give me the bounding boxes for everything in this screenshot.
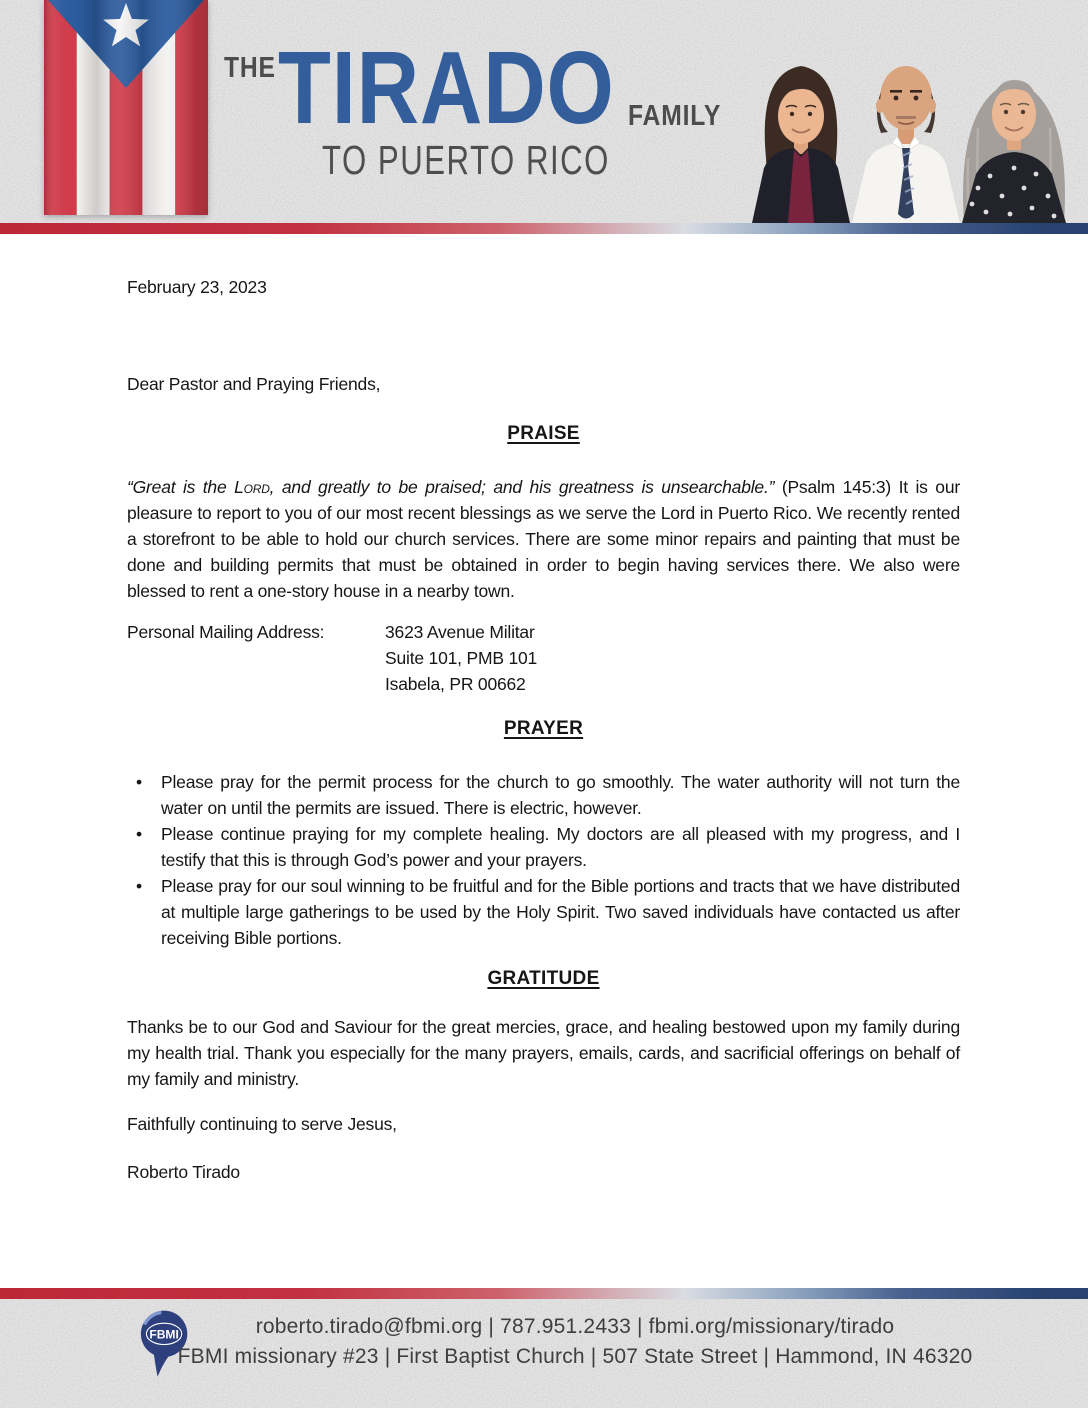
footer-contact-line-1: roberto.tirado@fbmi.org | 787.951.2433 | fbmi.org/missionary/tirado <box>255 1315 895 1338</box>
mailing-address-line: Suite 101, PMB 101 <box>385 648 538 668</box>
footer-divider-bar <box>0 1288 1088 1299</box>
salutation: Dear Pastor and Praying Friends, <box>127 374 381 394</box>
gratitude-paragraph: Thanks be to our God and Saviour for the great mercies, grace, and healing bestowed upon my family during my health trial. Thank you especially for the many prayers, emails, cards, and sacrificial offerings on behalf of my family and ministry. <box>127 1017 960 1089</box>
footer-contact <box>62 1312 1088 1372</box>
title-the: THE <box>224 52 276 84</box>
closing-line: Faithfully continuing to serve Jesus, <box>127 1114 397 1134</box>
prayer-item: • Please continue praying for my complete healing. My doctors are all pleased with my progress, and I testify that this is through God’s power and your prayers. <box>127 821 960 873</box>
mailing-address-line: 3623 Avenue Militar <box>385 622 535 642</box>
prayer-list <box>127 769 960 951</box>
letter-body <box>127 0 960 1288</box>
mailing-address-lines <box>385 619 537 697</box>
signature-name: Roberto Tirado <box>127 1162 240 1182</box>
letter-date: February 23, 2023 <box>127 277 267 297</box>
prayer-item: • Please pray for our soul winning to be fruitful and for the Bible portions and tracts that we have distributed at multiple large gatherings to be used by the Holy Spirit. Two saved individuals have contacted us after receiving Bible portions. <box>127 873 960 951</box>
scripture-lord: Lord <box>234 477 270 497</box>
prayer-item: • Please pray for the permit process for the church to go smoothly. The water authority will not turn the water on until the permits are issued. There is electric, however. <box>127 769 960 821</box>
page-footer <box>0 1299 1088 1408</box>
praise-heading: PRAISE <box>507 423 580 444</box>
title-family-word: FAMILY <box>628 100 722 132</box>
praise-paragraph: “Great is the Lord, and greatly to be praised; and his greatness is unsearchable.” (Psalm 145:3) It is our pleasure to report to you of our most recent blessings as we serve the Lord in Puerto Rico. We recently rented a storefront to be able to hold our church services. There are some minor repairs and painting that must be done and building permits that must be obtained in order to begin having services there. We also were blessed to rent a one-story house in a nearby town. <box>127 477 960 601</box>
mailing-address-line: Isabela, PR 00662 <box>385 674 526 694</box>
mailing-address <box>127 619 960 697</box>
mailing-address-label: Personal Mailing Address: <box>127 622 325 642</box>
scripture-quote: “Great is the <box>127 477 235 497</box>
prayer-heading: PRAYER <box>503 718 584 739</box>
gratitude-heading: GRATITUDE <box>487 968 600 989</box>
praise-body-text: (Psalm 145:3) It is our pleasure to report to you of our most recent blessings as we serve the Lord in Puerto Rico. We recently rented a storefront to be able to hold our church services. There are some minor repairs and painting that must be done and building permits that must be obtained in order to begin having services there. We also were blessed to rent a one-story house in a nearby town. <box>127 477 960 601</box>
title-family-name: TIRADO <box>278 30 615 145</box>
title-subtitle: TO PUERTO RICO <box>322 137 610 183</box>
fbmi-logo-text: FBMI <box>149 1327 179 1342</box>
footer-contact-line-2: FBMI missionary #23 | First Baptist Church | 507 State Street | Hammond, IN 46320 <box>177 1345 973 1368</box>
